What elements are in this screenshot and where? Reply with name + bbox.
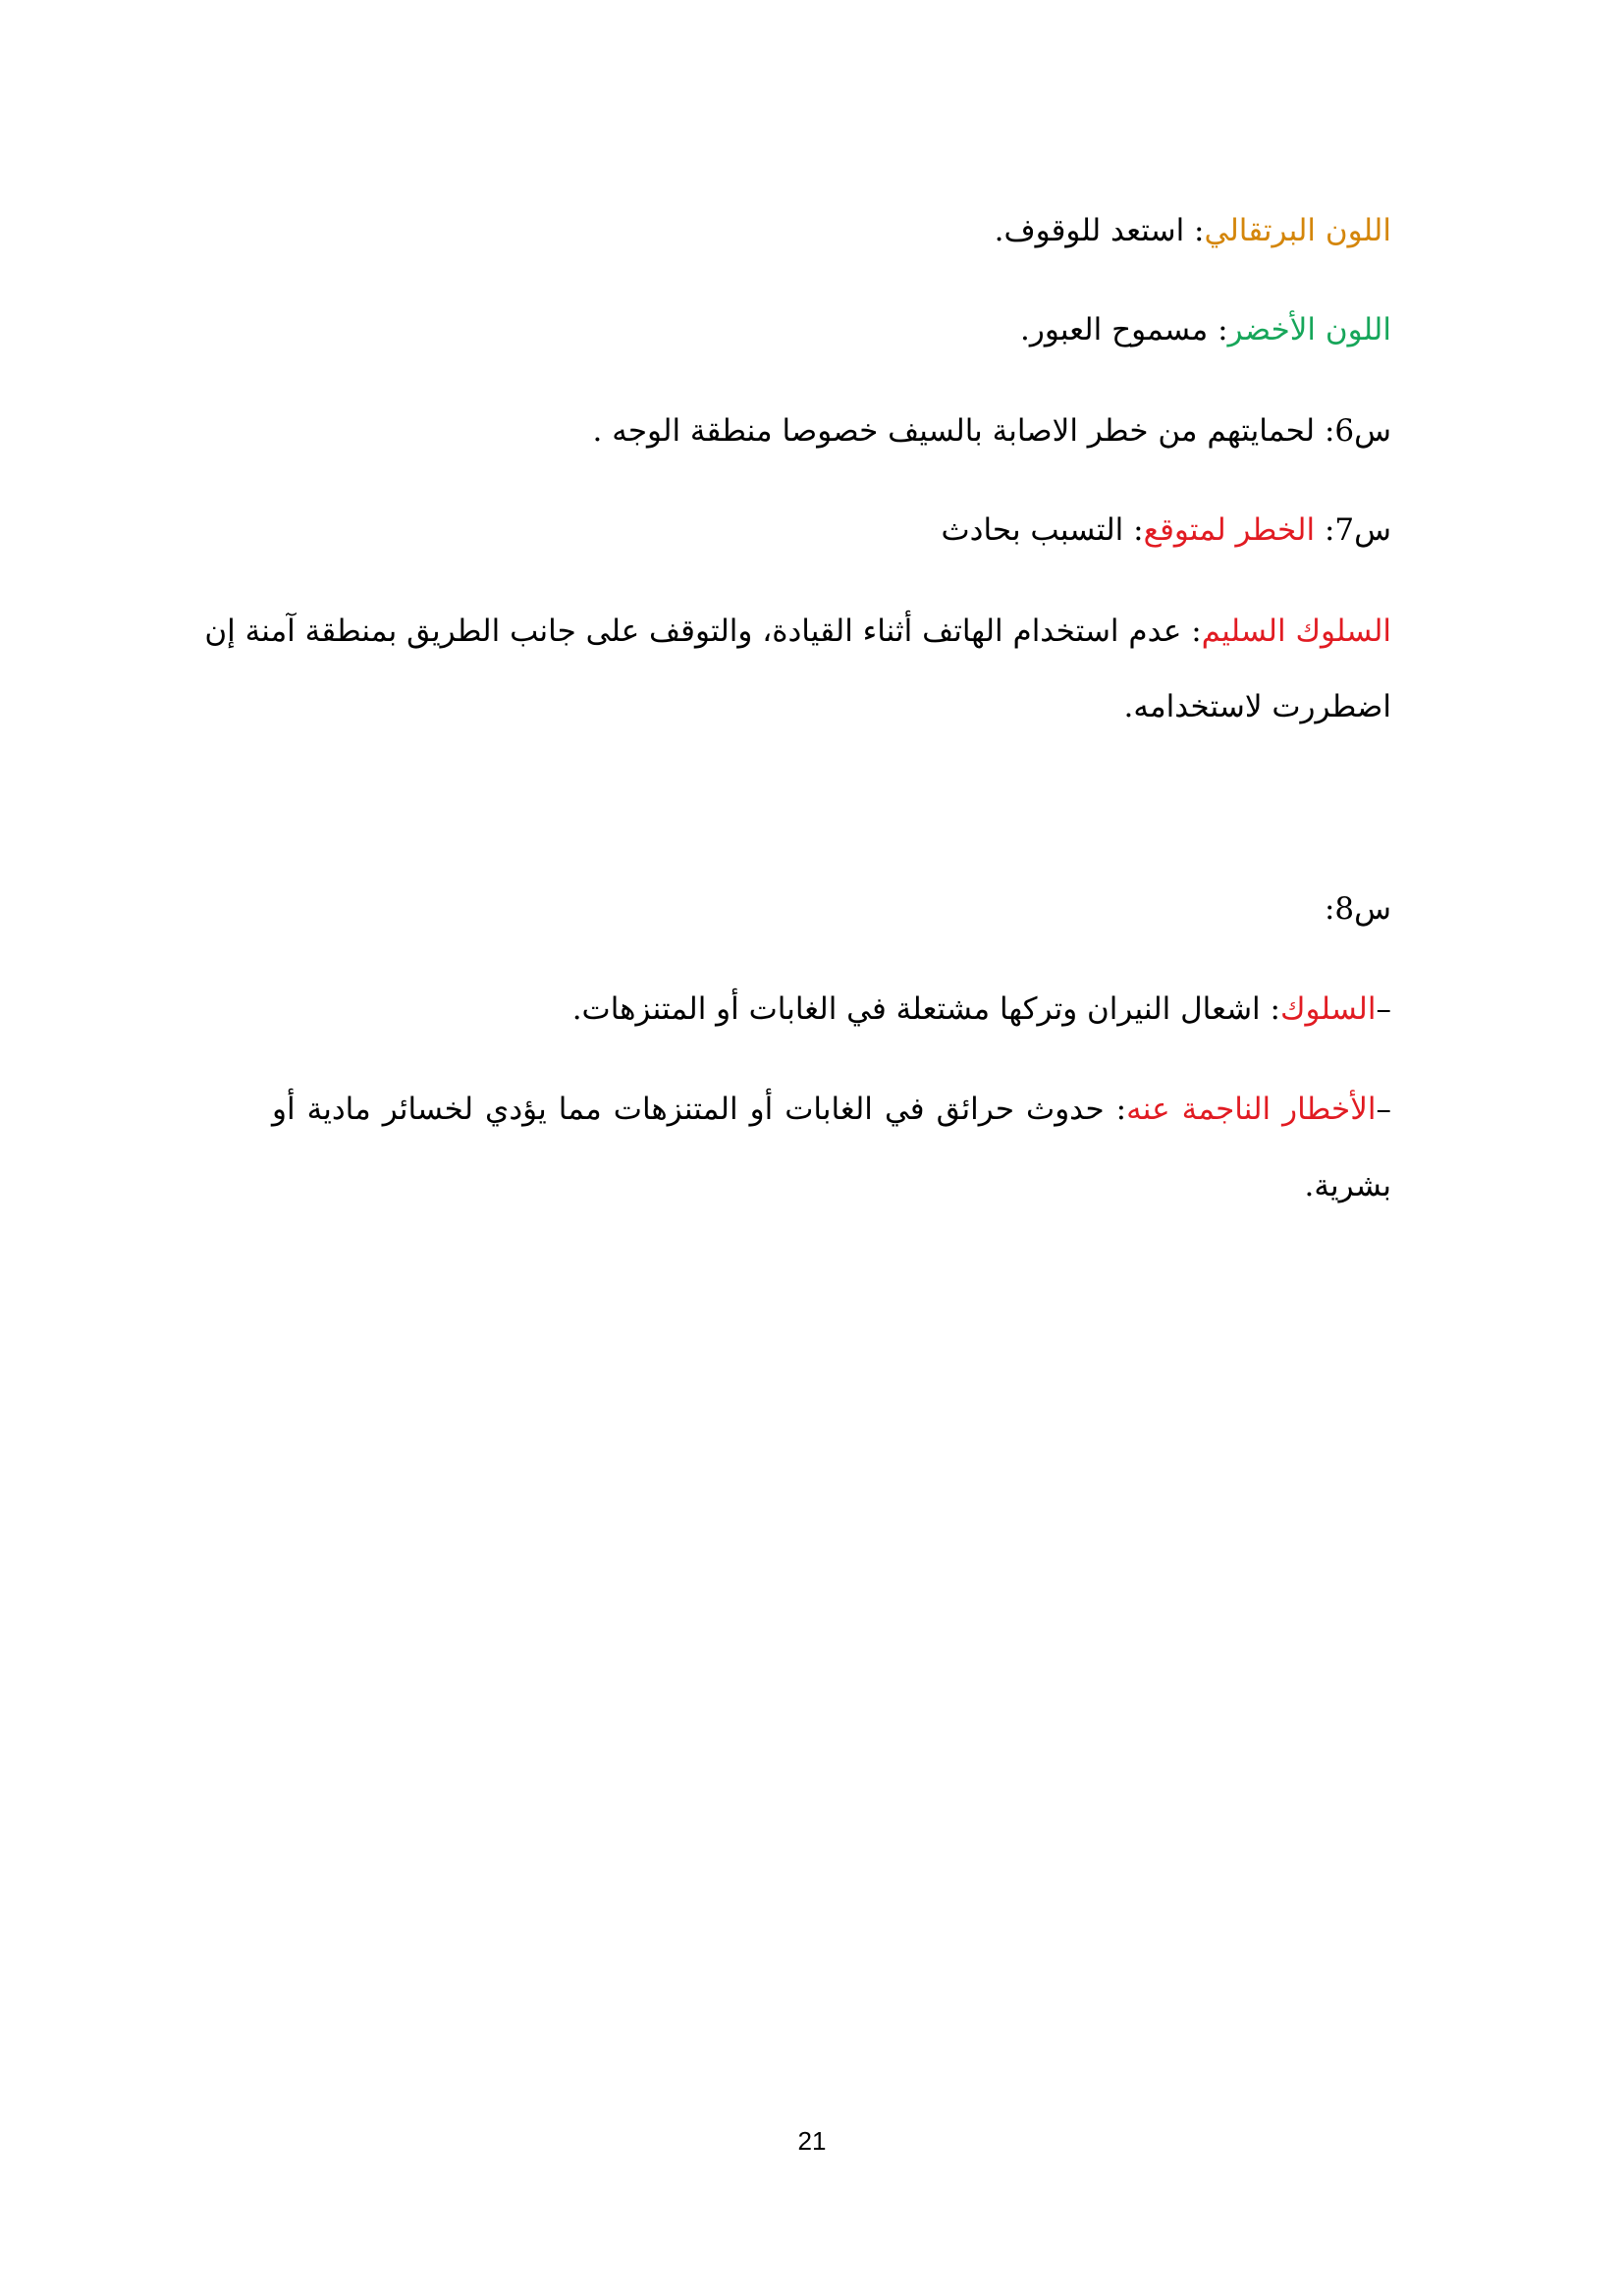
behavior-label: السلوك [1279, 991, 1377, 1027]
orange-light-meaning: : استعد للوقوف. [994, 213, 1205, 248]
resulting-dangers-continuation-text: بشرية. [1304, 1168, 1391, 1203]
resulting-dangers-dash: – [1376, 1092, 1391, 1127]
resulting-dangers-line [272, 1090, 1391, 1129]
resulting-dangers-label: الأخطار الناجمة عنه [1126, 1092, 1377, 1127]
safe-behavior-continuation [233, 687, 1391, 726]
behavior-line [233, 989, 1391, 1029]
question-8-line [233, 889, 1391, 929]
green-light-label: اللون الأخضر [1227, 312, 1391, 347]
orange-light-line [233, 211, 1391, 250]
answer-6-text: س6: لحمايتهم من خطر الاصابة بالسيف خصوصا منطقة الوجه . [592, 413, 1391, 449]
green-light-meaning: : مسموح العبور. [1020, 312, 1228, 347]
expected-danger-label: الخطر لمتوقع [1143, 512, 1316, 548]
safe-behavior-continuation-text: اضطررت لاستخدامه. [1123, 689, 1391, 724]
answer-6-line [233, 411, 1391, 451]
question-8-label: س8: [1324, 891, 1391, 927]
safe-behavior-label: السلوك السليم [1201, 614, 1391, 649]
behavior-dash: – [1376, 991, 1391, 1027]
answer-7-prefix: س7: [1315, 512, 1391, 548]
safe-behavior-text: : عدم استخدام الهاتف أثناء القيادة، والتوقف على جانب الطريق بمنطقة آمنة إن [204, 614, 1202, 649]
page-number: 21 [797, 2126, 827, 2156]
orange-light-label: اللون البرتقالي [1204, 213, 1391, 248]
resulting-dangers-continuation [233, 1166, 1391, 1205]
resulting-dangers-text: : حدوث حرائق في الغابات أو المتنزهات مما يؤدي لخسائر مادية أو [272, 1092, 1127, 1127]
behavior-text: : اشعال النيران وتركها مشتعلة في الغابات أو المتنزهات. [571, 991, 1280, 1027]
expected-danger-text: : التسبب بحادث [941, 512, 1144, 548]
answer-7-line [233, 510, 1391, 550]
green-light-line [233, 310, 1391, 349]
safe-behavior-line [204, 612, 1391, 651]
